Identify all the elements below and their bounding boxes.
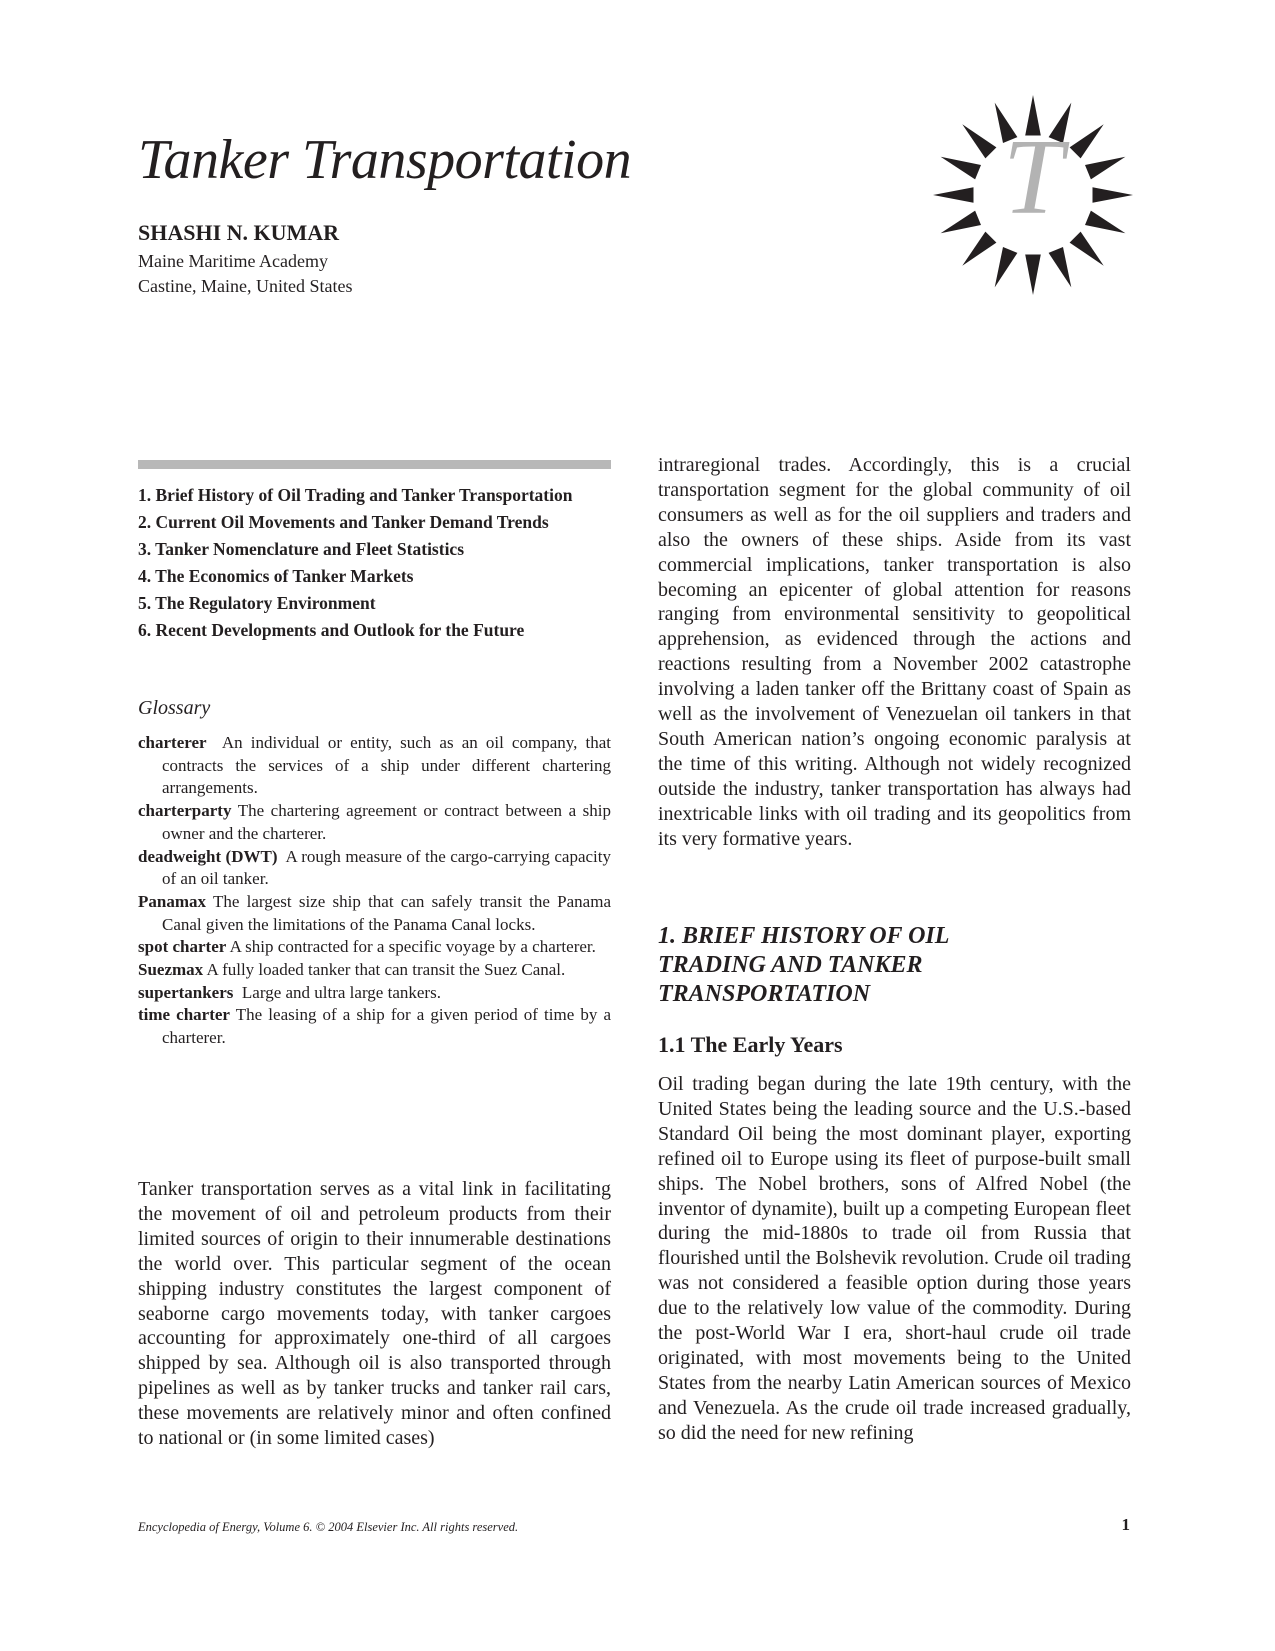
glossary-term: supertankers	[138, 982, 234, 1002]
glossary-term: charterer	[138, 733, 207, 752]
glossary-term: spot charter	[138, 937, 227, 957]
glossary-entry	[138, 982, 611, 1005]
glossary-definition: The chartering agreement or contract between a ship owner and the charterer.	[162, 801, 611, 843]
author-affiliation: Maine Maritime Academy	[138, 251, 328, 271]
toc-item: 1. Brief History of Oil Trading and Tanker Transportation	[138, 485, 573, 505]
toc-item: 3. Tanker Nomenclature and Fleet Statistics	[138, 539, 465, 559]
body-paragraph: Oil trading began during the late 19th century, with the United States being the leading source and the U.S.-based Standard Oil being the most dominant player, exporting refined oil to Europe using its fleet of purpose-built small ships. The Nobel brothers, sons of Alfred Nobel (the inventor of dynamite), built up a competing European fleet during the mid-1880s to trade oil from Russia that flourished until the Bolshevik revolution. Crude oil trading was not considered a feasible option during those years due to the relatively low value of the commodity. During the post-World War I era, short-haul crude oil trade originated, with most movements being to the United States from the nearby Latin American sources of Mexico and Venezuela. As the crude oil trade increased gradually, so did the need for new refining	[658, 1073, 1131, 1444]
glossary-term: time charter	[138, 1005, 230, 1025]
subsection-heading: 1.1 The Early Years	[658, 1032, 843, 1057]
toc-item: 2. Current Oil Movements and Tanker Demand Trends	[138, 512, 549, 532]
footer-source: Encyclopedia of Energy, Volume 6. © 2004 Elsevier Inc. All rights reserved.	[138, 1520, 519, 1534]
letter-emblem	[928, 90, 1138, 300]
glossary-entry	[138, 959, 611, 982]
glossary-entry	[138, 800, 611, 845]
glossary-term: deadweight (DWT)	[138, 846, 278, 866]
glossary-entry	[138, 936, 611, 959]
page-number: 1	[1121, 1515, 1130, 1534]
emblem-letter: T	[1002, 118, 1064, 237]
toc-item: 4. The Economics of Tanker Markets	[138, 566, 414, 586]
sunburst-ray	[995, 247, 1018, 287]
article-title: Tanker Transportation	[138, 129, 632, 191]
glossary-definition: Large and ultra large tankers.	[241, 982, 441, 1002]
glossary-term: Panamax	[138, 891, 206, 911]
glossary-definition: The largest size ship that can safely transit the Panama Canal given the limitations of the Panama Canal locks.	[162, 891, 611, 934]
glossary-entry	[138, 1004, 611, 1049]
glossary-list	[138, 732, 611, 1050]
glossary-entry	[138, 891, 611, 936]
sunburst-ray	[1070, 232, 1104, 266]
toc-item: 6. Recent Developments and Outlook for the Future	[138, 620, 525, 640]
table-of-contents	[138, 482, 572, 644]
glossary-entry	[138, 732, 611, 800]
toc-item: 5. The Regulatory Environment	[138, 593, 376, 613]
section-heading: 1. BRIEF HISTORY OF OIL TRADING AND TANKER TRANSPORTATION	[658, 923, 949, 1007]
author-location: Castine, Maine, United States	[138, 276, 353, 296]
glossary-term: Suezmax	[138, 960, 204, 980]
glossary-definition: A fully loaded tanker that can transit the Suez Canal.	[206, 960, 566, 980]
glossary-entry	[138, 846, 611, 891]
toc-divider	[138, 460, 611, 469]
intro-paragraph-continued: intraregional trades. Accordingly, this is a crucial transportation segment for the global community of oil consumers as well as for the oil suppliers and traders and also the owners of these ships. Aside from its vast commercial implications, tanker transportation is also becoming an epicenter of global attention for reasons ranging from environmental sensitivity to geopolitical apprehension, as evidenced through the actions and reactions resulting from a November 2002 catastrophe involving a laden tanker off the Brittany coast of Spain as well as the involvement of Venezuelan oil tankers in that South American nation’s ongoing economic paralysis at the time of this writing. Although not widely recognized outside the industry, tanker transportation has always had inextricable links with oil trading and its geopolitics from its very formative years.	[658, 454, 1131, 850]
author-name: SHASHI N. KUMAR	[138, 220, 340, 245]
sunburst-ray	[1025, 255, 1041, 296]
glossary-definition: An individual or entity, such as an oil company, that contracts the services of a ship under different chartering arrangements.	[162, 733, 611, 798]
glossary-term: charterparty	[138, 801, 232, 821]
glossary-definition: The leasing of a ship for a given period of time by a charterer.	[162, 1005, 611, 1048]
sunburst-ray	[962, 232, 996, 266]
glossary-definition: A rough measure of the cargo-carrying capacity of an oil tanker.	[162, 846, 611, 889]
intro-paragraph: Tanker transportation serves as a vital link in facilitating the movement of oil and petroleum products from their limited sources of origin to their innumerable destinations the world over. This particular segment of the ocean shipping industry constitutes the largest component of seaborne cargo movements today, with tanker cargoes accounting for approximately one-third of all cargoes shipped by sea. Although oil is also transported through pipelines as well as by tanker trucks and tanker rail cars, these movements are relatively minor and often confined to national or (in some limited cases)	[138, 1178, 611, 1450]
glossary-heading: Glossary	[138, 697, 211, 719]
sunburst-ray	[1049, 247, 1072, 287]
glossary-definition: A ship contracted for a specific voyage by a charterer.	[229, 937, 596, 957]
